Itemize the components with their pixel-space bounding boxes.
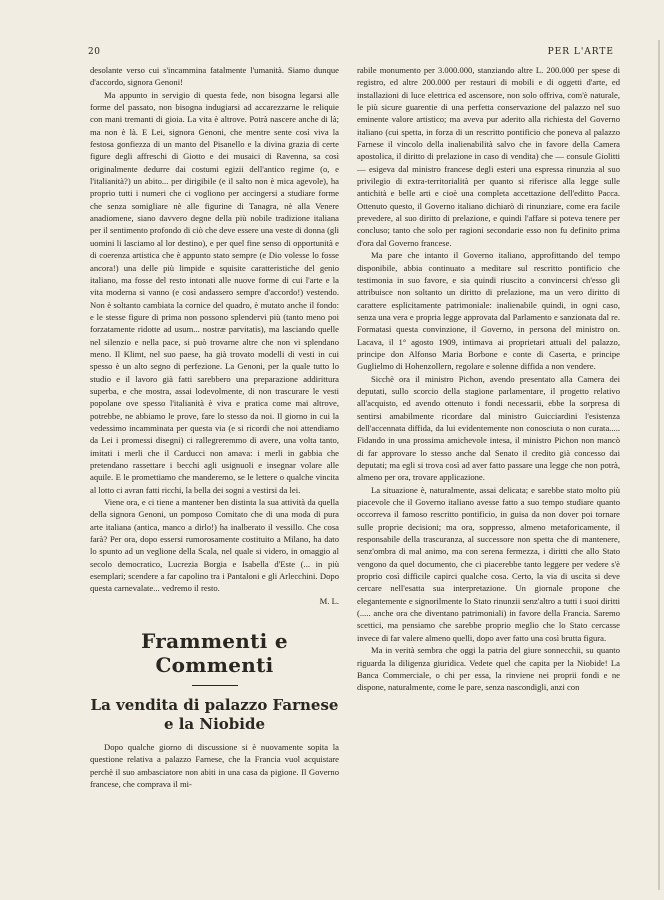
running-head: PER L'ARTE — [547, 47, 614, 57]
author-signature: M. L. — [319, 595, 339, 606]
page-number: 20 — [88, 47, 101, 57]
article-title — [90, 696, 339, 734]
page-edge-shadow — [658, 40, 660, 890]
paragraph: Ma appunto in servigio di questa fede, non bisogna legarsi alle forme del passato, non bisogna indugiarsi ad accarezzarne le reliquie con mani tremanti di gioia. La vita è altrove. Potrà nascere anche di là; ma non è là. E Lei, signora Genoni, che mentre sente così viva la festosa gonfiezza di un manto del Pisanello e la divina grazia di certe figure degli affreschi di Giotto e dei musaici di Ravenna, sa così originalmente dedurre dai costumi egizii dell'antico regime (o, e l'italianità?) un abito... per dirigibile (e il salto non è mica agevole), ha proprio tutti i numeri che ci vogliono per accingersi a studiare forme che senza somigliare nè alle figurine di Tanagra, nè alla Venere anadiomene, siano davvero degne della più nobile tradizione italiana per il sentimento profondo di ciò che deve essere una veste di donna (gli uomini li lasciamo al lor destino), e per quel fine senso di opportunità e di coerenza artistica che è appunto stato sempre (e Dio volesse lo fosse ancora!) una delle più limpide e squisite caratteristiche del genio italiano, ma fosse del resto intonati alle nuove forme di cui l'arte e la vita moderna si vanno (e così andassero sempre d'accordo!) vestendo. Non è soltanto cambiata la cornice del quadro, è mutato anche il fondo: e le stesse figure di prima non possono splendervi più (tanto meno poi forzatamente ridotte ad usum... nostræ parvitatis), ma lasciando quelle nel silenzio e nella pace, si può trovarne altre che non vi splendano meno. Il Klimt, nel suo paese, ha già trovato modelli di vesti in cui spesso è un alto segno di perfezione. La Genoni, per la quale tutto lo studio e il lavoro già fatti sarebbero una preparazione addirittura superba, e che mostra, assai lodevolmente, di non trascurare le vesti popolane ove spesso l'italianità è viva e pratica come mai altrove, potrebbe, ne abbiamo le prove, fare lo stesso da noi. Il giorno in cui la vedessimo incamminata per questa via (e si ricordi che noi attendiamo da Lei i promessi disegni) ci rallegreremmo di avere, una volta tanto, imitati i merli che il Carducci non amava: i merli in gabbia che pretendano rassettare i becchi agli usignuoli e insegnar volare alle aquile. E le promettiamo che manderemo, se le lettere o qualche vincita al lotto ci avran fatti ricchi, la bella dei sogni a vestirsi da lei. — [90, 89, 339, 495]
paragraph: Ma pare che intanto il Governo italiano, approfittando del tempo disponibile, abbia continuato a meditare sul rescritto pontificio che testimonia in suo favore, e sia quindi riuscito a convincersi ch'esso gli attribuisce non soltanto un diritto di prelazione, ma un vero diritto di carattere esplicitamente patrimoniale: inalienabile quindi, in ogni caso, senza una vera e propria legge approvata dal Parlamento e sanzionata dal re. Formatasi questa convinzione, il Governo, in persona del ministro on. Lacava, il 1° agosto 1909, intimava ai proprietari attuali del palazzo, principe don Alfonso Maria Borbone e conte di Caserta, e principe Guglielmo di Hohenzollern, regolare e solenne diffida a non vendere. — [357, 250, 620, 372]
left-column — [90, 64, 339, 791]
right-column — [357, 64, 620, 694]
paragraph: rabile monumento per 3.000.000, stanziando altre L. 200.000 per spese di registro, ed altre 200.000 per restauri di mobili e di oggetti d'arte, ed installazioni di luce elettrica ed ascensore, non solo offriva, com'è naturale, le più sicure guarentie di una perfetta conservazione del palazzo nel suo eminente valore artistico; ma aveva pur aderito alla richiesta del Governo italiano (cui spetta, in forza di un rescritto pontificio che poneva al palazzo Farnese il vincolo della inalienabilità salvo che in favore della Camera apostolica, il diritto di prelazione in caso di vendita) che — consule Giolitti — esigeva dal ministro francese degli esteri una espressa rinunzia al suo privilegio di extra-territorialità per quanto si riferisce alla legge sulle antichità e belle arti e cioè una completa accettazione dell'editto Pacca. Ottenuto questo, il Governo italiano dichiarò di rinunziare, come era facile prevedere, al suo diritto di prelazione, e quindi l'affare si poteva tenere per concluso; tanto che solo per ragioni secondarie esso non fu definito prima d'ora dal Governo francese. — [357, 65, 620, 248]
page-header — [88, 47, 614, 61]
title-divider — [192, 685, 238, 686]
paragraph: Viene ora, e ci tiene a mantener ben distinta la sua attività da quella della signora Genoni, un pomposo Comitato che di una moda di pura arte italiana (antica, manco a dirlo!) ha inalberato il vessillo. Che cosa farà? Per ora, dopo essersi rumorosamente costituito a Milano, ha dato lo spunto ad un veglione della Scala, nel quale si videro, in omaggio al secolo democratico, Lucrezia Borgia e Isabella d'Este (... in più esemplari; scendere a far capolino tra i Pantaloni e gli Arlecchini. Dopo questa carnevalate... vedremo il resto. — [90, 497, 339, 594]
paragraph: desolante verso cui s'incammina fatalmente l'umanità. Siamo dunque d'accordo, signora Genoni! — [90, 65, 339, 88]
section-title: Frammenti e Commenti — [141, 629, 288, 678]
paragraph: La situazione è, naturalmente, assai delicata; e sarebbe stato molto più piacevole che il Governo italiano avesse fatto a suo tempo studiare quanto occorreva il famoso rescritto pontificio, in guisa da non dover poi tornare sulle proprie decisioni; ma ora, soppresso, almeno metaforicamente, il responsabile della trascuranza, al successore non spetta che di mantenere, senz'ombra di mal animo, ma con serena fermezza, i diritti che allo Stato vengono da quel documento, che ci piacerebbe tanto leggere per vedere s'è proprio così difficile capirci qualche cosa. Certo, la via di uscita si deve cercare nell'esatta sua interpretazione. Un giornale propone che elegantemente e signorilmente lo Stato rinunzii senz'altro a tutti i suoi diritti (..... anche ora che diventano patrimoniali) in favore della Francia. Saremo scettici, ma pensiamo che sarebbe proprio meglio che lo Stato cercasse invece di far valere almeno quelli, dopo aver fatto una così brutta figura. — [357, 484, 620, 643]
paragraph: Ma in verità sembra che oggi la patria del giure sonnecchii, su quanto riguarda la diligenza giuridica. Vedete quel che capita per la Niobide! La Banca Commerciale, o chi per essa, la rinviene nei proprii fondi e ne dispone, naturalmente, come le pare, senza nascondigli, anzi con — [357, 645, 620, 693]
paragraph: Sicchè ora il ministro Pichon, avendo presentato alla Camera dei deputati, sullo scorcio della stagione parlamentare, il progetto relativo all'acquisto, ed avendo ottenuto i fondi necessarii, ebbe la sorpresa di sentirsi amabilmente ricordare dal ministro Guicciardini l'esistenza dell'accennata diffida, da lui evidentemente non conosciuta o non curata..... Fidando in una prossima amichevole intesa, il ministro Pichon non mancò di far approvare lo stesso anche dal Senato il credito già concesso dai deputati; ma egli si trova così ad aver fatto passare una legge che non potrà, almeno per ora, trovare applicazione. — [357, 373, 620, 483]
article-title-line: e la Niobide — [163, 715, 266, 734]
article-title-line: La vendita di palazzo Farnese — [90, 696, 339, 715]
paragraph: Dopo qualche giorno di discussione si è nuovamente sopita la questione relativa a palazzo Farnese, che la Francia vuol acquistare perchè il suo ambasciatore non abiti in una casa da pigione. Il Governo francese, che comprava il mi- — [90, 742, 339, 790]
